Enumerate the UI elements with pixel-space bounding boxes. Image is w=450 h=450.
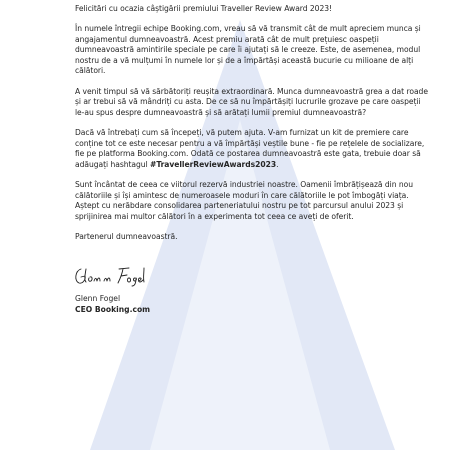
paragraph-kit-end: . [276, 159, 279, 169]
hashtag: #TravellerReviewAwards2023 [150, 159, 277, 169]
paragraph-appreciation: În numele întregii echipe Booking.com, vreau să vă transmit cât de mult apreciem munca și angajamentul dumneavoastră. Acest premiu arată cât de mult prețuiesc oaspeții dumneavoastră amintirile speciale pe care îi ajutați să le creeze. Este, de asemenea, modul nostru de a vă mulțumi în numele lor și de a împărtăși această bucurie cu milioane de alți călători. [75, 24, 421, 76]
signature-block [0, 294, 450, 315]
paragraph-kit [75, 128, 432, 170]
signer-name: Glenn Fogel [75, 294, 121, 304]
paragraph-future: Sunt încântat de ceea ce viitorul rezervă industriei noastre. Oamenii îmbrățișează din nou călătoriile și își amintesc de numeroasele moduri în care călătoriile le pot îmbogăți viața. Aștept cu nerăbdare consolidarea parteneriatului nostru pe tot parcursul anului 2023 și sprijinirea mai multor călători în a experimenta tot ceea ce aveți de oferit. [75, 180, 413, 221]
paragraph-kit-text: Dacă vă întrebați cum să începeți, vă putem ajuta. V-am furnizat un kit de premiere care conține tot ce este necesar pentru a vă împărtăși veștile bune - fie pe rețelele de socializare, fie pe platforma Booking.com. Odată ce postarea dumneavoastră este gata, trebuie doar să adăugați hashtagul [75, 128, 425, 169]
closing-line: Partenerul dumneavoastră. [75, 232, 178, 242]
signer-title: CEO Booking.com [75, 304, 151, 314]
paragraph-celebrate: A venit timpul să vă sărbătoriți reușita extraordinară. Munca dumneavoastră grea a dat roade și ar trebui să vă mândriți cu asta. De ce să nu împărtășiți lucrurile grozave pe care oaspeții le-au spus despre dumneavoastră și să arătați lumii premiul dumneavoastră? [75, 86, 428, 117]
greeting-line: Felicitări cu ocazia câștigării premiului Traveller Review Award 2023! [75, 4, 333, 13]
handwritten-signature [73, 265, 153, 287]
